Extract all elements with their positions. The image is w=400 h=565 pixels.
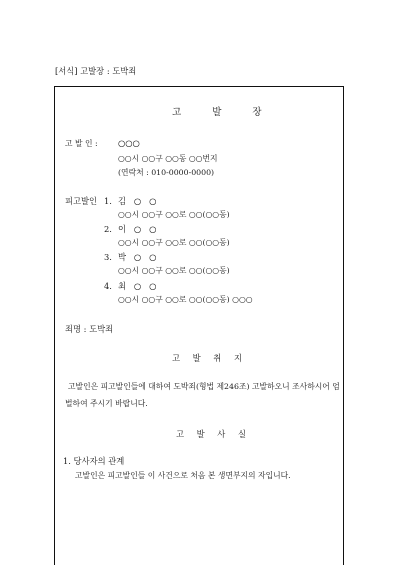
respondent-number: 2. — [104, 224, 112, 234]
purpose-line-2: 벌하여 주시기 바랍니다. — [65, 399, 148, 408]
frame-left-border — [54, 86, 55, 565]
respondent-number: 3. — [104, 252, 112, 262]
respondent-address: ○○시 ○○구 ○○로 ○○(○○동) — [118, 266, 230, 275]
charge-line: 죄명 : 도박죄 — [65, 324, 114, 334]
document-title: 고 발 장 — [172, 107, 276, 118]
respondent-number: 1. — [104, 196, 112, 206]
complainant-name: ○○○ — [118, 138, 140, 148]
respondents-label: 피고발인 — [65, 196, 98, 206]
respondent-number: 4. — [104, 281, 112, 291]
respondent-address: ○○시 ○○구 ○○로 ○○(○○동) ○○○ — [118, 295, 253, 304]
frame-right-border — [343, 86, 344, 565]
respondent-name: 최 ○ ○ — [118, 281, 157, 291]
frame-top-border — [54, 86, 344, 87]
complainant-contact: (연락처 : 010-0000-0000) — [118, 168, 215, 177]
facts-section-1-line-1: 고발인은 피고발인들 이 사건으로 처음 본 생면부지의 자입니다. — [75, 471, 291, 480]
purpose-line-1: 고발인은 피고발인들에 대하여 도박죄(형법 제246조) 고발하오니 조사하시어 엄 — [68, 382, 340, 391]
respondent-name: 김 ○ ○ — [118, 196, 157, 206]
complainant-address: ○○시 ○○구 ○○동 ○○번지 — [118, 154, 218, 163]
purpose-heading: 고 발 취 지 — [172, 353, 247, 363]
complainant-label: 고 발 인 : — [65, 139, 98, 148]
facts-section-1-title: 1. 당사자의 관계 — [63, 456, 125, 466]
respondent-name: 이 ○ ○ — [118, 224, 157, 234]
respondent-name: 박 ○ ○ — [118, 252, 157, 262]
facts-heading: 고 발 사 실 — [176, 429, 251, 439]
form-label: [서식] 고발장 : 도박죄 — [55, 66, 137, 76]
respondent-address: ○○시 ○○구 ○○로 ○○(○○동) — [118, 210, 230, 219]
respondent-address: ○○시 ○○구 ○○로 ○○(○○동) — [118, 238, 230, 247]
